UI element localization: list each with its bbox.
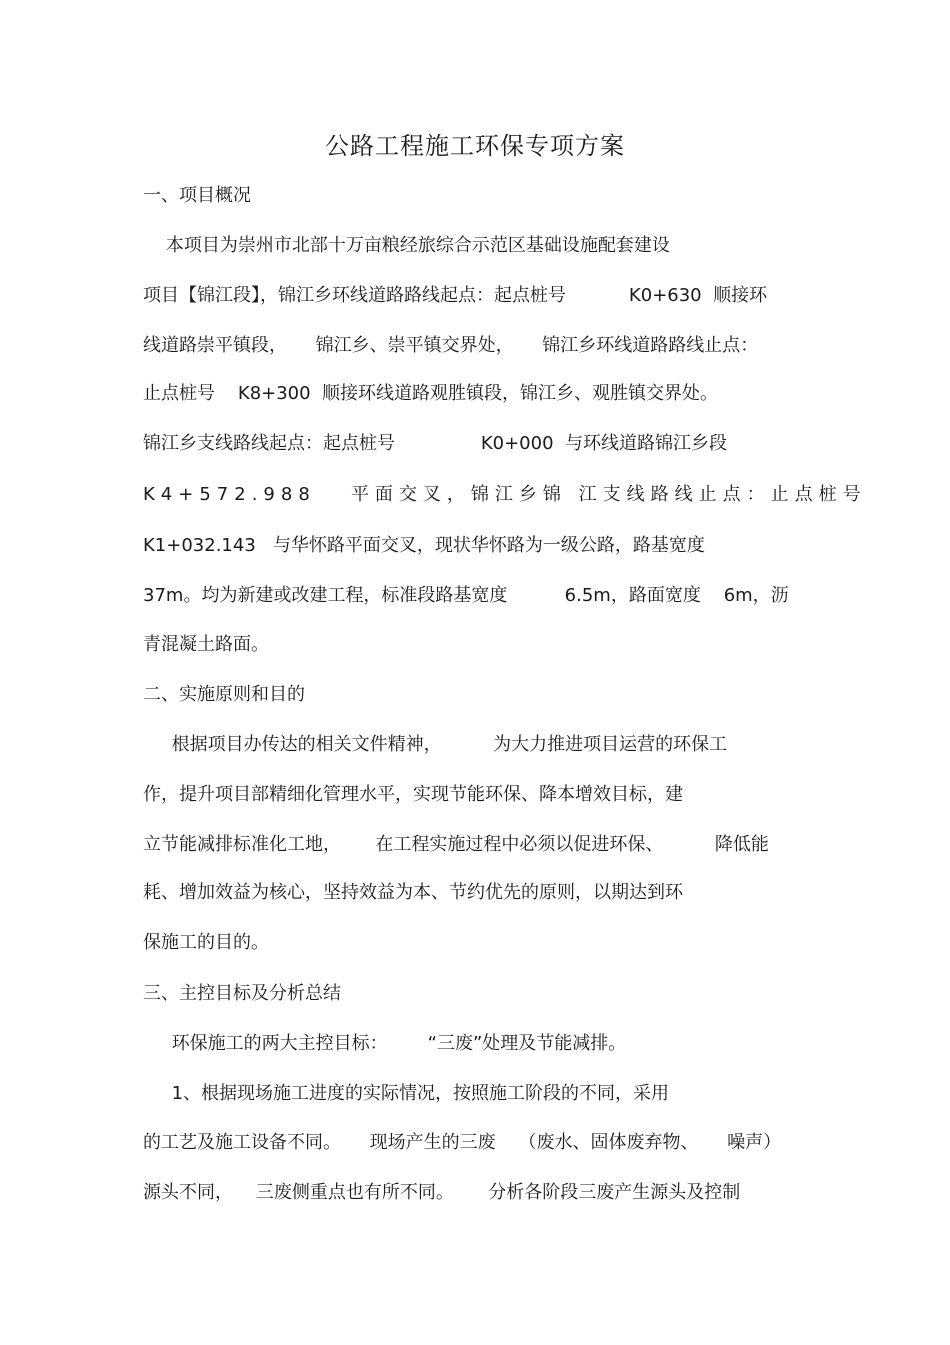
section-heading-2: 二、实施原则和目的 bbox=[143, 684, 305, 705]
paragraph-line: 的工艺及施工设备不同。 现场产生的三废 （废水、固体废弃物、 噪声） bbox=[143, 1132, 782, 1153]
paragraph-line: 耗、增加效益为核心，坚持效益为本、节约优先的原则，以期达到环 bbox=[143, 882, 683, 903]
section-heading-3: 三、主控目标及分析总结 bbox=[143, 983, 341, 1004]
section-heading-1: 一、项目概况 bbox=[143, 185, 251, 206]
paragraph-line: K1+032.143 与华怀路平面交叉，现状华怀路为一级公路，路基宽度 bbox=[143, 535, 705, 556]
paragraph-line: 根据项目办传达的相关文件精神， 为大力推进项目运营的环保工 bbox=[143, 734, 728, 755]
paragraph-line: K4+572.988 平面交叉，锦江乡锦 江支线路线止点：止点桩号 bbox=[143, 484, 867, 505]
paragraph-line: 线道路崇平镇段， 锦江乡、崇平镇交界处， 锦江乡环线道路路线止点： bbox=[143, 335, 759, 356]
paragraph-line: 立节能减排标准化工地， 在工程实施过程中必须以促进环保、 降低能 bbox=[143, 834, 769, 855]
paragraph-line: 环保施工的两大主控目标： “三废”处理及节能减排。 bbox=[143, 1033, 627, 1054]
paragraph-line: 本项目为崇州市北部十万亩粮经旅综合示范区基础设施配套建设 bbox=[143, 235, 670, 256]
paragraph-line: 止点桩号 K8+300 顺接环线道路观胜镇段，锦江乡、观胜镇交界处。 bbox=[143, 383, 719, 404]
paragraph-line: 项目【锦江段】，锦江乡环线道路路线起点：起点桩号 K0+630 顺接环 bbox=[143, 285, 768, 306]
paragraph-line: 保施工的目的。 bbox=[143, 932, 269, 953]
document-title: 公路工程施工环保专项方案 bbox=[325, 132, 625, 160]
paragraph-line: 1、根据现场施工进度的实际情况，按照施工阶段的不同，采用 bbox=[143, 1083, 670, 1104]
paragraph-line: 青混凝土路面。 bbox=[143, 634, 269, 655]
paragraph-line: 作，提升项目部精细化管理水平，实现节能环保、降本增效目标，建 bbox=[143, 784, 683, 805]
paragraph-line: 锦江乡支线路线起点：起点桩号 K0+000 与环线道路锦江乡段 bbox=[143, 433, 727, 454]
paragraph-line: 源头不同， 三废侧重点也有所不同。 分析各阶段三废产生源头及控制 bbox=[143, 1182, 741, 1203]
paragraph-line: 37m。均为新建或改建工程，标准段路基宽度 6.5m，路面宽度 6m，沥 bbox=[143, 585, 789, 606]
